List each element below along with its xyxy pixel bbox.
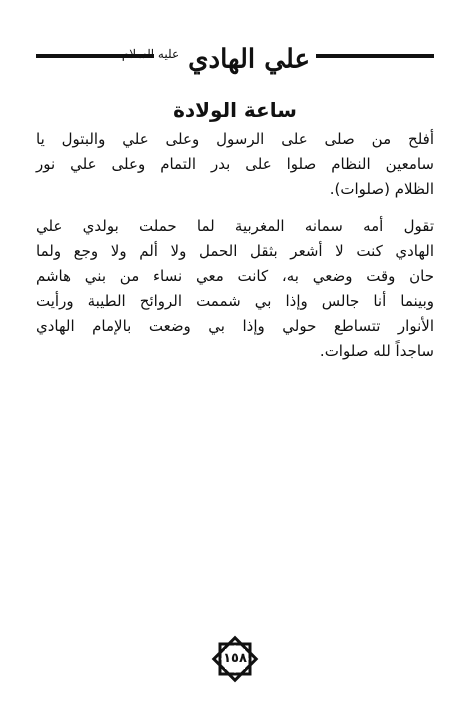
- paragraph-line: أفلح من صلى على الرسول وعلى علي والبتول يا: [36, 130, 434, 148]
- header-rule-right: [316, 54, 434, 58]
- page-number-badge: [211, 635, 259, 683]
- paragraph-2: [36, 214, 434, 364]
- header-title-text: علي الهادي: [188, 44, 310, 75]
- page-number: ١٥٨: [223, 651, 247, 666]
- paragraph-line: تقول أمه سمانه المغربية لما حملت بولدي علي: [36, 217, 434, 235]
- running-header-title: [121, 34, 310, 80]
- section-title: ساعة الولادة: [173, 98, 297, 122]
- header-honorific: عليه السلام: [121, 47, 180, 61]
- paragraph-line: حان وقت وضعي به، كانت معي نساء من بني هاشم: [36, 267, 434, 285]
- paragraph-1: [36, 127, 434, 202]
- paragraph-line: الأنوار تتساطع حولي وإذا بي وضعت بالإمام الهادي: [36, 317, 434, 335]
- paragraph-line: سامعين النظام صلوا على بدر التمام وعلى علي نور: [36, 155, 434, 173]
- paragraph-line: ساجداً لله صلوات.: [319, 342, 434, 360]
- paragraph-line: وبينما أنا جالس وإذا بي شممت الروائح الطيبة ورأيت: [36, 292, 434, 310]
- paragraph-line: الهادي كنت لا أشعر بثقل الحمل ولا ألم ولا وجع ولما: [36, 242, 434, 260]
- running-header: [36, 30, 434, 74]
- paragraph-line: الظلام (صلوات).: [329, 180, 434, 198]
